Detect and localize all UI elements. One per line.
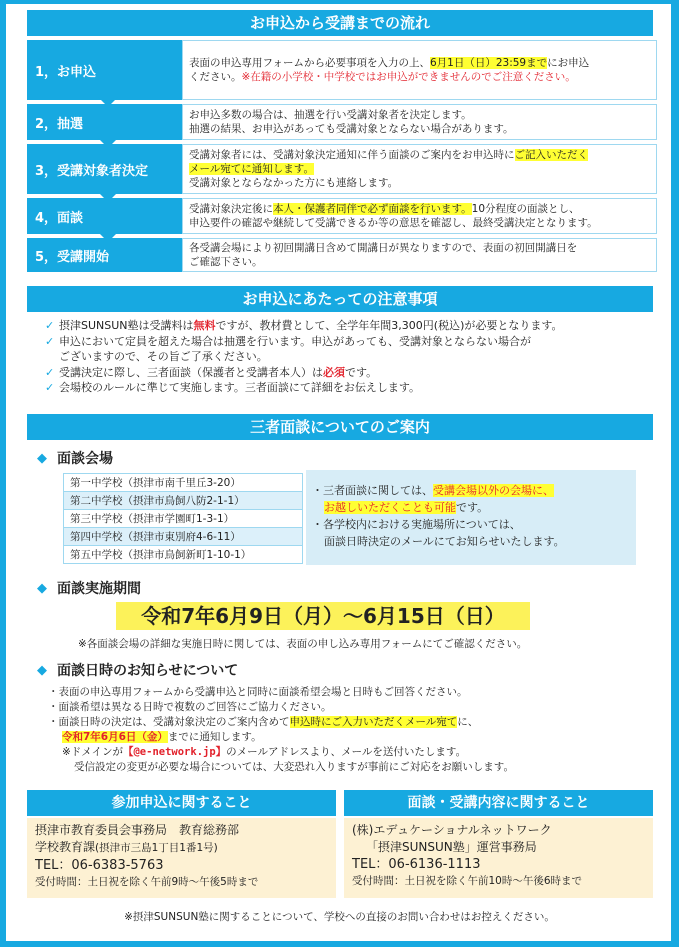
step-decision: [27, 144, 657, 194]
phone-number: TEL：06-6136-1113: [352, 857, 481, 872]
dept-name: 「摂津SUNSUN塾」運営事務局: [366, 840, 537, 854]
text: ですが、教材費として、全学年年間3,300円(税込)が必要となります。: [215, 319, 563, 332]
step-interview: [27, 198, 657, 234]
highlight: 申込時にご入力いただくメール宛て: [289, 716, 458, 728]
table-row: [64, 528, 303, 546]
text: のメールアドレスより、メールを送付いたします。: [226, 746, 467, 758]
interview-title: 三者面談についてのご案内: [27, 414, 653, 440]
contact-left: [27, 818, 336, 898]
notes-title: お申込にあたっての注意事項: [27, 286, 653, 312]
text: 受講対象とならなかった方にも連絡します。: [189, 177, 399, 189]
bullet-icon: ・: [48, 686, 59, 698]
text: 受信設定の変更が必要な場合については、大変恐れ入りますが事前にご対応をお願いします。: [74, 761, 514, 773]
diamond-icon: ◆: [37, 450, 47, 466]
venue-note: [306, 470, 636, 565]
table-row: [64, 492, 303, 510]
org-name: (株)エデュケーショナルネットワーク: [352, 823, 552, 837]
step-description: [182, 144, 657, 194]
text: 申込要件の確認や継続して受講できるか等の意思を確認し、最終受講決定となります。: [189, 217, 598, 229]
emphasis: 必須: [323, 365, 345, 379]
period-note: ※各面談会場の詳細な実施日時に関しては、表面の申し込み専用フォームにてご確認ください。: [78, 638, 528, 650]
text: ございますので、その旨ご了承ください。: [59, 350, 268, 363]
venue-cell: 第二中学校（摂津市鳥飼八防2-1-1）: [64, 492, 303, 510]
text: ご確認下さい。: [189, 256, 263, 268]
list-item: [48, 715, 653, 730]
text: 受講対象決定後に: [189, 203, 273, 215]
period-heading: [37, 578, 141, 598]
office-hours: 受付時間：土日祝を除く午前9時～午後5時まで: [35, 876, 259, 888]
table-row: [64, 474, 303, 492]
list-item: [45, 380, 645, 396]
text: 受講決定に際し、三者面談（保護者と受講者本人）は: [59, 365, 323, 379]
text: です。: [345, 365, 378, 379]
phone-number: TEL：06-6383-5763: [35, 858, 164, 873]
list-item: [48, 745, 653, 760]
text: ・三者面談に関しては、: [312, 484, 433, 497]
heading-text: 面談実施期間: [57, 581, 141, 597]
step-description: [182, 104, 657, 140]
text: 表面の申込専用フォームから受講申込と同時に面談希望会場と日時もご回答ください。: [58, 686, 468, 698]
bullet-icon: ・: [48, 701, 59, 713]
text: 申込において定員を超えた場合は抽選を行います。申込があっても、受講対象とならない場合が: [59, 334, 532, 348]
text: 摂津SUNSUN塾は受講料は: [59, 319, 194, 332]
step-description: [182, 238, 657, 272]
text: 表面の申込専用フォームから必要事項を入力の上、: [189, 57, 430, 69]
warning-text: ※在籍の小学校・中学校ではお申込ができませんのでご注意ください。: [241, 71, 576, 83]
text: ※ドメインが: [62, 746, 123, 758]
diamond-icon: ◆: [37, 580, 47, 596]
text: に、: [457, 716, 479, 728]
notice-heading: [37, 660, 238, 680]
step-description: [182, 198, 657, 234]
text: ください。: [189, 71, 242, 83]
org-name: 摂津市教育委員会事務局 教育総務部: [35, 823, 240, 837]
venue-table: [63, 473, 303, 564]
step-apply: [27, 40, 657, 100]
step-label: 1，お申込: [27, 40, 182, 100]
domain-text: 【@e-network.jp】: [122, 746, 227, 758]
address: (摂津市三島1丁目1番1号): [95, 842, 218, 854]
list-item: [48, 730, 653, 745]
step-label: 4，面談: [27, 198, 182, 234]
text: 面談希望は異なる日時で複数のご回答にご協力ください。: [58, 701, 332, 713]
text: 面談日時の決定は、受講対象決定のご案内含めて: [58, 716, 290, 728]
flow-title: お申込から受講までの流れ: [27, 10, 653, 36]
venue-cell: 第一中学校（摂津市南千里丘3-20）: [64, 474, 303, 492]
highlight: 本人・保護者同伴で必ず面談を行います。: [273, 203, 472, 215]
check-icon: ✓: [45, 334, 55, 348]
list-item: [48, 700, 653, 715]
list-item: [45, 334, 645, 365]
check-icon: ✓: [45, 365, 55, 379]
footer-note: ※摂津SUNSUN塾に関することについて、学校への直接のお問い合わせはお控えください。: [124, 911, 555, 923]
check-icon: ✓: [45, 319, 55, 332]
venue-cell: 第五中学校（摂津市鳥飼新町1-10-1）: [64, 546, 303, 564]
step-description: [182, 40, 657, 100]
text: 抽選の結果、お申込があっても受講対象とならない場合があります。: [189, 123, 514, 135]
venue-heading: [37, 448, 113, 468]
step-label: 5，受講開始: [27, 238, 182, 272]
list-item: [45, 365, 645, 381]
office-hours: 受付時間：土日祝を除く午前10時～午後6時まで: [352, 875, 583, 887]
dept-name: 学校教育課: [35, 840, 96, 854]
text: 会場校のルールに準じて実施します。三者面談にて詳細をお伝えします。: [59, 381, 421, 394]
notice-list: [48, 685, 653, 775]
text: お申込多数の場合は、抽選を行い受講対象者を決定します。: [189, 109, 472, 121]
text: にお申込: [547, 57, 590, 69]
highlight: ご記入いただく: [514, 149, 588, 161]
step-label: 3，受講対象者決定: [27, 144, 182, 194]
list-item: [45, 318, 645, 334]
notes-list: [45, 318, 645, 396]
list-item: [48, 685, 653, 700]
contact-right-title: 面談・受講内容に関すること: [344, 790, 653, 816]
highlight: お越しいただくことも可能: [324, 501, 456, 514]
heading-text: 面談日時のお知らせについて: [57, 663, 239, 679]
emphasis: 無料: [193, 319, 216, 332]
period-value: 令和7年6月9日（月）～6月15日（日）: [116, 602, 530, 630]
text: 各受講会場により初回開講日含めて開講日が異なりますので、表面の初回開講日を: [189, 242, 578, 254]
highlight: メール宛てに通知します。: [189, 163, 314, 175]
text: ・各学校内における実施場所については、: [312, 518, 521, 531]
deadline: 6月1日（日）23:59まで: [429, 57, 548, 69]
text: です。: [456, 501, 489, 514]
highlight: 受講会場以外の会場に、: [433, 484, 554, 497]
text: 10分程度の面談とし、: [471, 203, 580, 215]
heading-text: 面談会場: [57, 451, 113, 467]
check-icon: ✓: [45, 381, 55, 394]
table-row: [64, 510, 303, 528]
contact-left-title: 参加申込に関すること: [27, 790, 336, 816]
text: 受講対象者には、受講対象決定通知に伴う面談のご案内をお申込時に: [189, 149, 515, 161]
diamond-icon: ◆: [37, 662, 47, 678]
venue-cell: 第四中学校（摂津市東別府4-6-11）: [64, 528, 303, 546]
step-label: 2，抽選: [27, 104, 182, 140]
text: 面談日時決定のメールにてお知らせいたします。: [324, 535, 565, 548]
venue-cell: 第三中学校（摂津市学園町1-3-1）: [64, 510, 303, 528]
notice-date: 令和7年6月6日（金）: [62, 731, 168, 743]
bullet-icon: ・: [48, 716, 59, 728]
table-row: [64, 546, 303, 564]
text: までに通知します。: [167, 731, 262, 743]
step-start: [27, 238, 657, 272]
step-lottery: [27, 104, 657, 140]
contact-right: [344, 818, 653, 898]
